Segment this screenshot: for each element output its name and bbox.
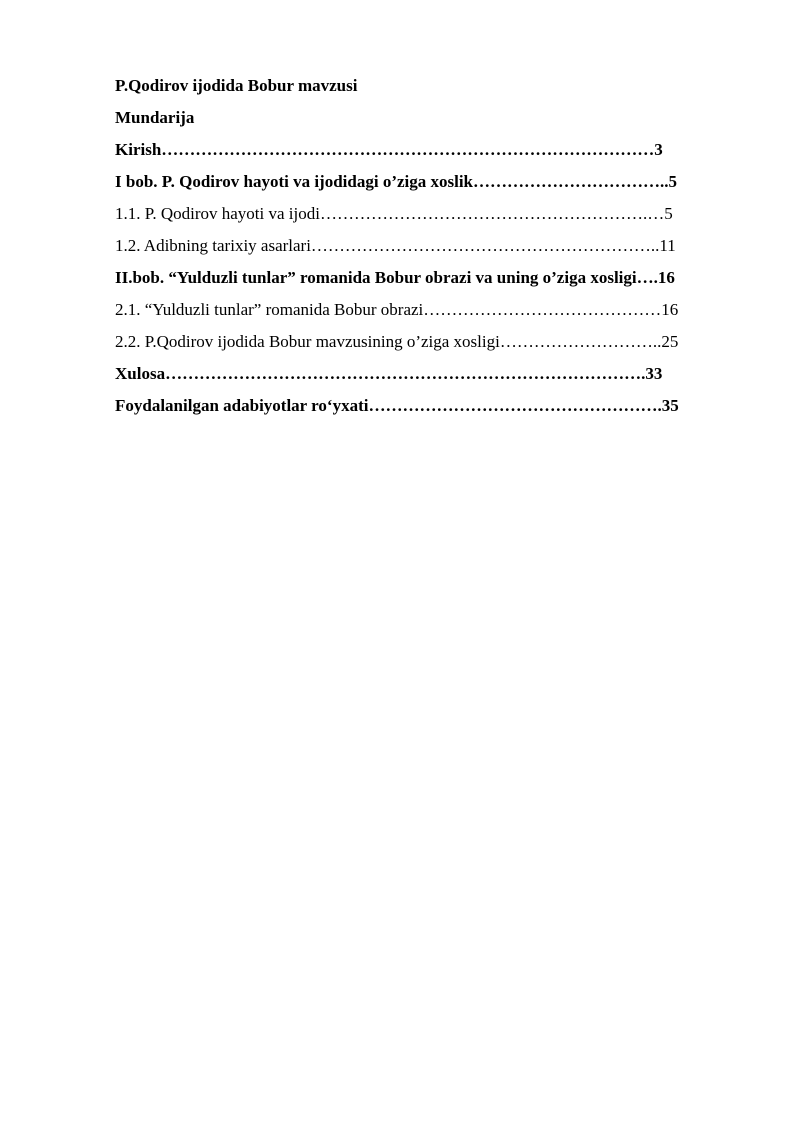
toc-entry-section-1-2: 1.2. Adibning tarixiy asarlari……………………………………………………..11 (115, 236, 676, 255)
document-title: P.Qodirov ijodida Bobur mavzusi (115, 76, 358, 95)
toc-entry-bibliography: Foydalanilgan adabiyotlar ro‘yxati…………………………………………….35 (115, 396, 679, 415)
toc-entry-section-2-1: 2.1. “Yulduzli tunlar” romanida Bobur obrazi……………………………………16 (115, 300, 679, 319)
toc-list (115, 134, 739, 422)
toc-entry-section-2-2: 2.2. P.Qodirov ijodida Bobur mavzusining o’ziga xosligi………………………..25 (115, 332, 679, 351)
toc-entry-kirish: Kirish……………………………………………………………………………3 (115, 140, 663, 159)
toc-entry-xulosa: Xulosa………………………………………………………………………….33 (115, 364, 663, 383)
document-page (115, 70, 739, 422)
toc-entry-section-1-1: 1.1. P. Qodirov hayoti va ijodi………………………………………………….…5 (115, 204, 673, 223)
toc-entry-chapter-2: II.bob. “Yulduzli tunlar” romanida Bobur obrazi va uning o’ziga xosligi….16 (115, 268, 675, 287)
toc-entry-chapter-1: I bob. P. Qodirov hayoti va ijodidagi o’ziga xoslik……………………………..5 (115, 172, 678, 191)
toc-heading: Mundarija (115, 108, 195, 127)
